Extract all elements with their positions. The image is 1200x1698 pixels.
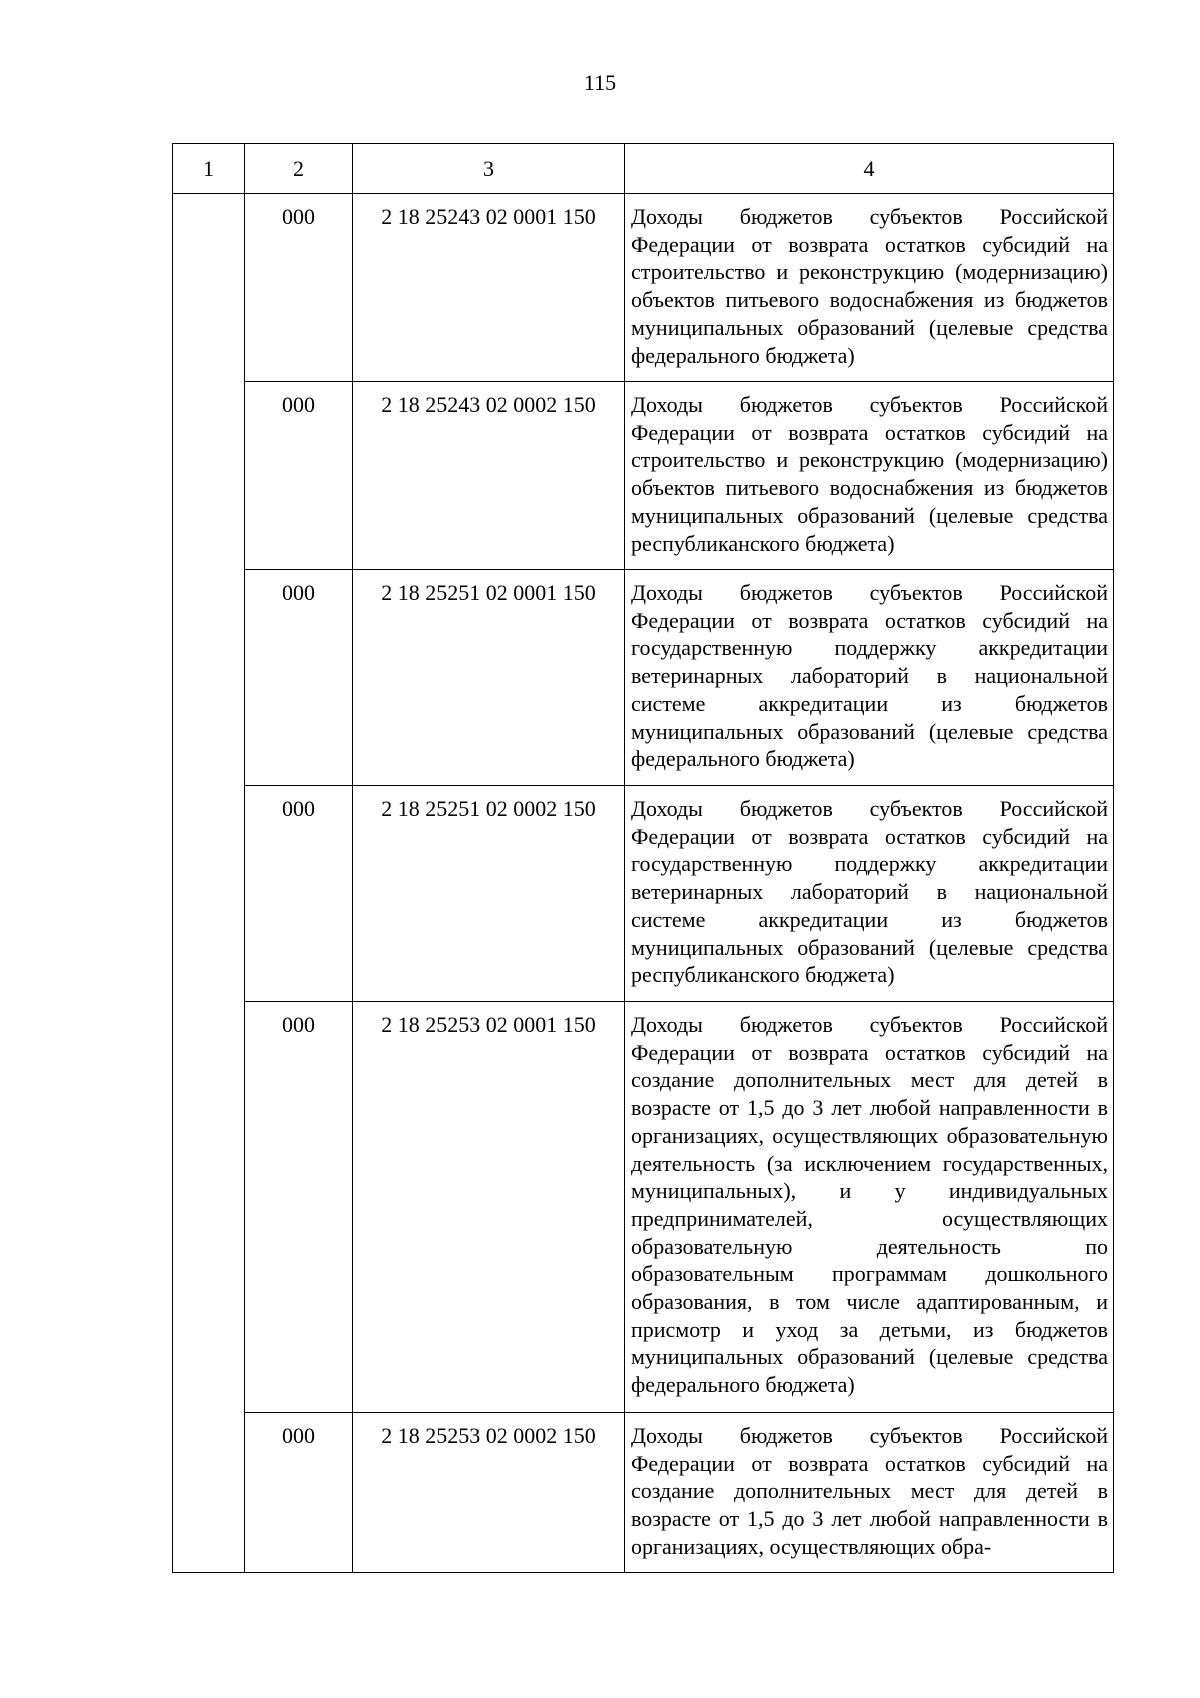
- header-col-4: 4: [625, 144, 1114, 194]
- table-row: [173, 194, 1114, 382]
- budget-code-cell: 2 18 25253 02 0001 150: [353, 1002, 625, 1413]
- header-col-1: 1: [173, 144, 245, 194]
- budget-classification-table: [172, 143, 1114, 1573]
- description-cell: Доходы бюджетов субъектов Российской Федерации от возврата остатков субсидий на создание дополнительных мест для детей в возрасте от 1,5 до 3 лет любой направленности в организациях, осуществляющих обра-: [625, 1413, 1114, 1573]
- table-row: [173, 382, 1114, 570]
- table-row: [173, 570, 1114, 786]
- admin-code-cell: 000: [245, 194, 353, 382]
- admin-code-cell: 000: [245, 786, 353, 1002]
- table-row: [173, 1002, 1114, 1413]
- empty-col-1-cell: [173, 194, 245, 1573]
- description-cell: Доходы бюджетов субъектов Российской Федерации от возврата остатков субсидий на государственную поддержку аккредитации ветеринарных лабораторий в национальной системе аккредитации из бюджетов муниципальных образований (целевые средства федерального бюджета): [625, 570, 1114, 786]
- budget-code-cell: 2 18 25251 02 0001 150: [353, 570, 625, 786]
- budget-code-cell: 2 18 25243 02 0002 150: [353, 382, 625, 570]
- description-cell: Доходы бюджетов субъектов Российской Федерации от возврата остатков субсидий на строительство и реконструкцию (модернизацию) объектов питьевого водоснабжения из бюджетов муниципальных образований (целевые средства федерального бюджета): [625, 194, 1114, 382]
- budget-code-cell: 2 18 25253 02 0002 150: [353, 1413, 625, 1573]
- description-cell: Доходы бюджетов субъектов Российской Федерации от возврата остатков субсидий на государственную поддержку аккредитации ветеринарных лабораторий в национальной системе аккредитации из бюджетов муниципальных образований (целевые средства республиканского бюджета): [625, 786, 1114, 1002]
- header-col-2: 2: [245, 144, 353, 194]
- admin-code-cell: 000: [245, 1002, 353, 1413]
- admin-code-cell: 000: [245, 570, 353, 786]
- page-number: 115: [583, 70, 617, 95]
- admin-code-cell: 000: [245, 1413, 353, 1573]
- admin-code-cell: 000: [245, 382, 353, 570]
- budget-code-cell: 2 18 25243 02 0001 150: [353, 194, 625, 382]
- header-col-3: 3: [353, 144, 625, 194]
- table-row: [173, 786, 1114, 1002]
- budget-code-cell: 2 18 25251 02 0002 150: [353, 786, 625, 1002]
- table-row: [173, 1413, 1114, 1573]
- table-header-row: [173, 144, 1114, 194]
- description-cell: Доходы бюджетов субъектов Российской Федерации от возврата остатков субсидий на создание дополнительных мест для детей в возрасте от 1,5 до 3 лет любой направленности в организациях, осуществляющих образовательную деятельность (за исключением государственных, муниципальных), и у индивидуальных предпринимателей, осуществляющих образовательную деятельность по образовательным программам дошкольного образования, в том числе адаптированным, и присмотр и уход за детьми, из бюджетов муниципальных образований (целевые средства федерального бюджета): [625, 1002, 1114, 1413]
- description-cell: Доходы бюджетов субъектов Российской Федерации от возврата остатков субсидий на строительство и реконструкцию (модернизацию) объектов питьевого водоснабжения из бюджетов муниципальных образований (целевые средства республиканского бюджета): [625, 382, 1114, 570]
